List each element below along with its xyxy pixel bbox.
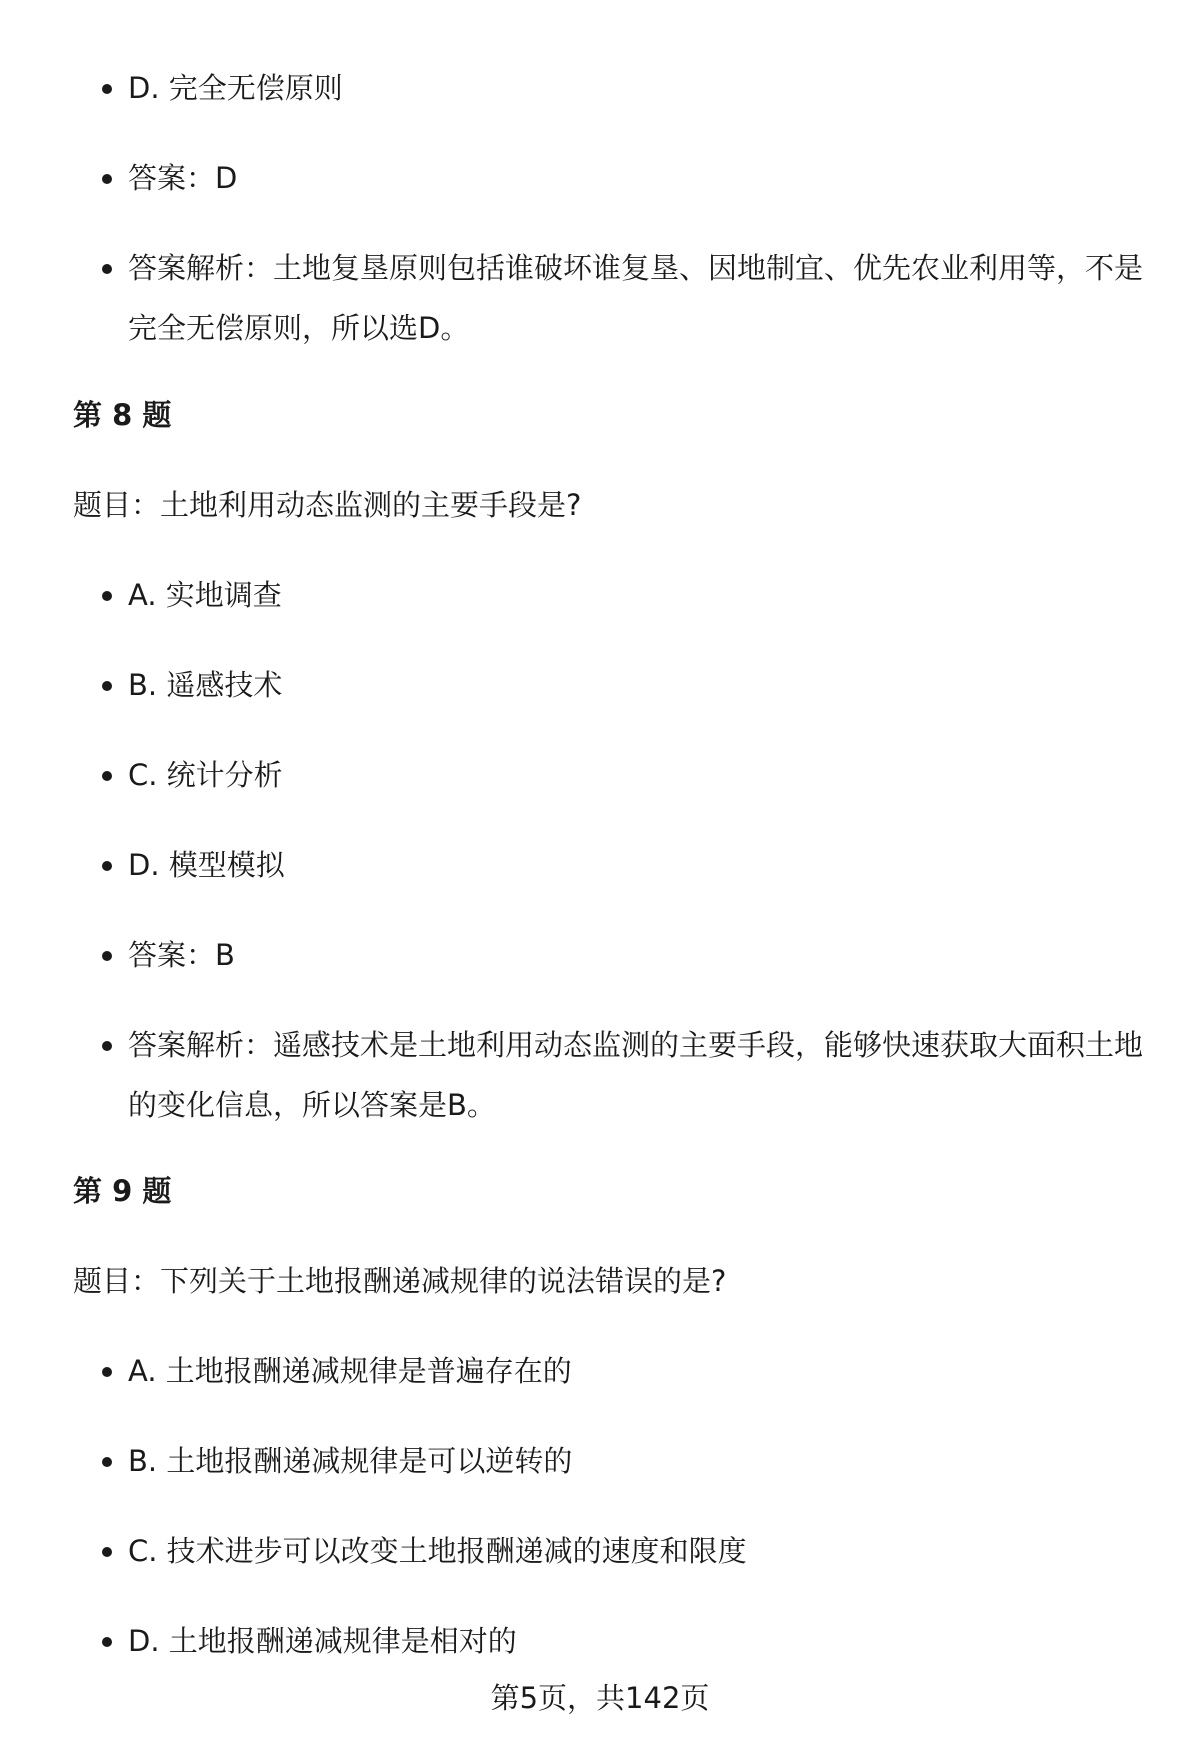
option-a: A. 土地报酬递减规律是普遍存在的	[128, 1341, 1148, 1401]
answer-explanation: 答案解析：土地复垦原则包括谁破坏谁复垦、因地制宜、优先农业利用等，不是完全无偿原则，所以选D。	[128, 238, 1148, 358]
question-8-text: 题目：土地利用动态监测的主要手段是?	[73, 488, 582, 522]
answer-line: 答案：B	[128, 925, 1148, 985]
answer-line: 答案：D	[128, 148, 1148, 208]
option-a: A. 实地调查	[128, 565, 1148, 625]
option-c: C. 统计分析	[128, 745, 1148, 805]
question-9-text: 题目：下列关于土地报酬递减规律的说法错误的是?	[73, 1264, 727, 1298]
option-b: B. 遥感技术	[128, 655, 1148, 715]
question-8-heading: 第 8 题	[73, 398, 172, 432]
option-c: C. 技术进步可以改变土地报酬递减的速度和限度	[128, 1521, 1148, 1581]
answer-explanation: 答案解析：遥感技术是土地利用动态监测的主要手段，能够快速获取大面积土地的变化信息，所以答案是B。	[128, 1015, 1148, 1135]
option-d: D. 土地报酬递减规律是相对的	[128, 1611, 1148, 1671]
page-number: 第5页，共142页	[490, 1681, 710, 1715]
option-d: D. 模型模拟	[128, 835, 1148, 895]
option-d: D. 完全无偿原则	[128, 58, 1148, 118]
question-9-heading: 第 9 题	[73, 1174, 172, 1208]
option-b: B. 土地报酬递减规律是可以逆转的	[128, 1431, 1148, 1491]
